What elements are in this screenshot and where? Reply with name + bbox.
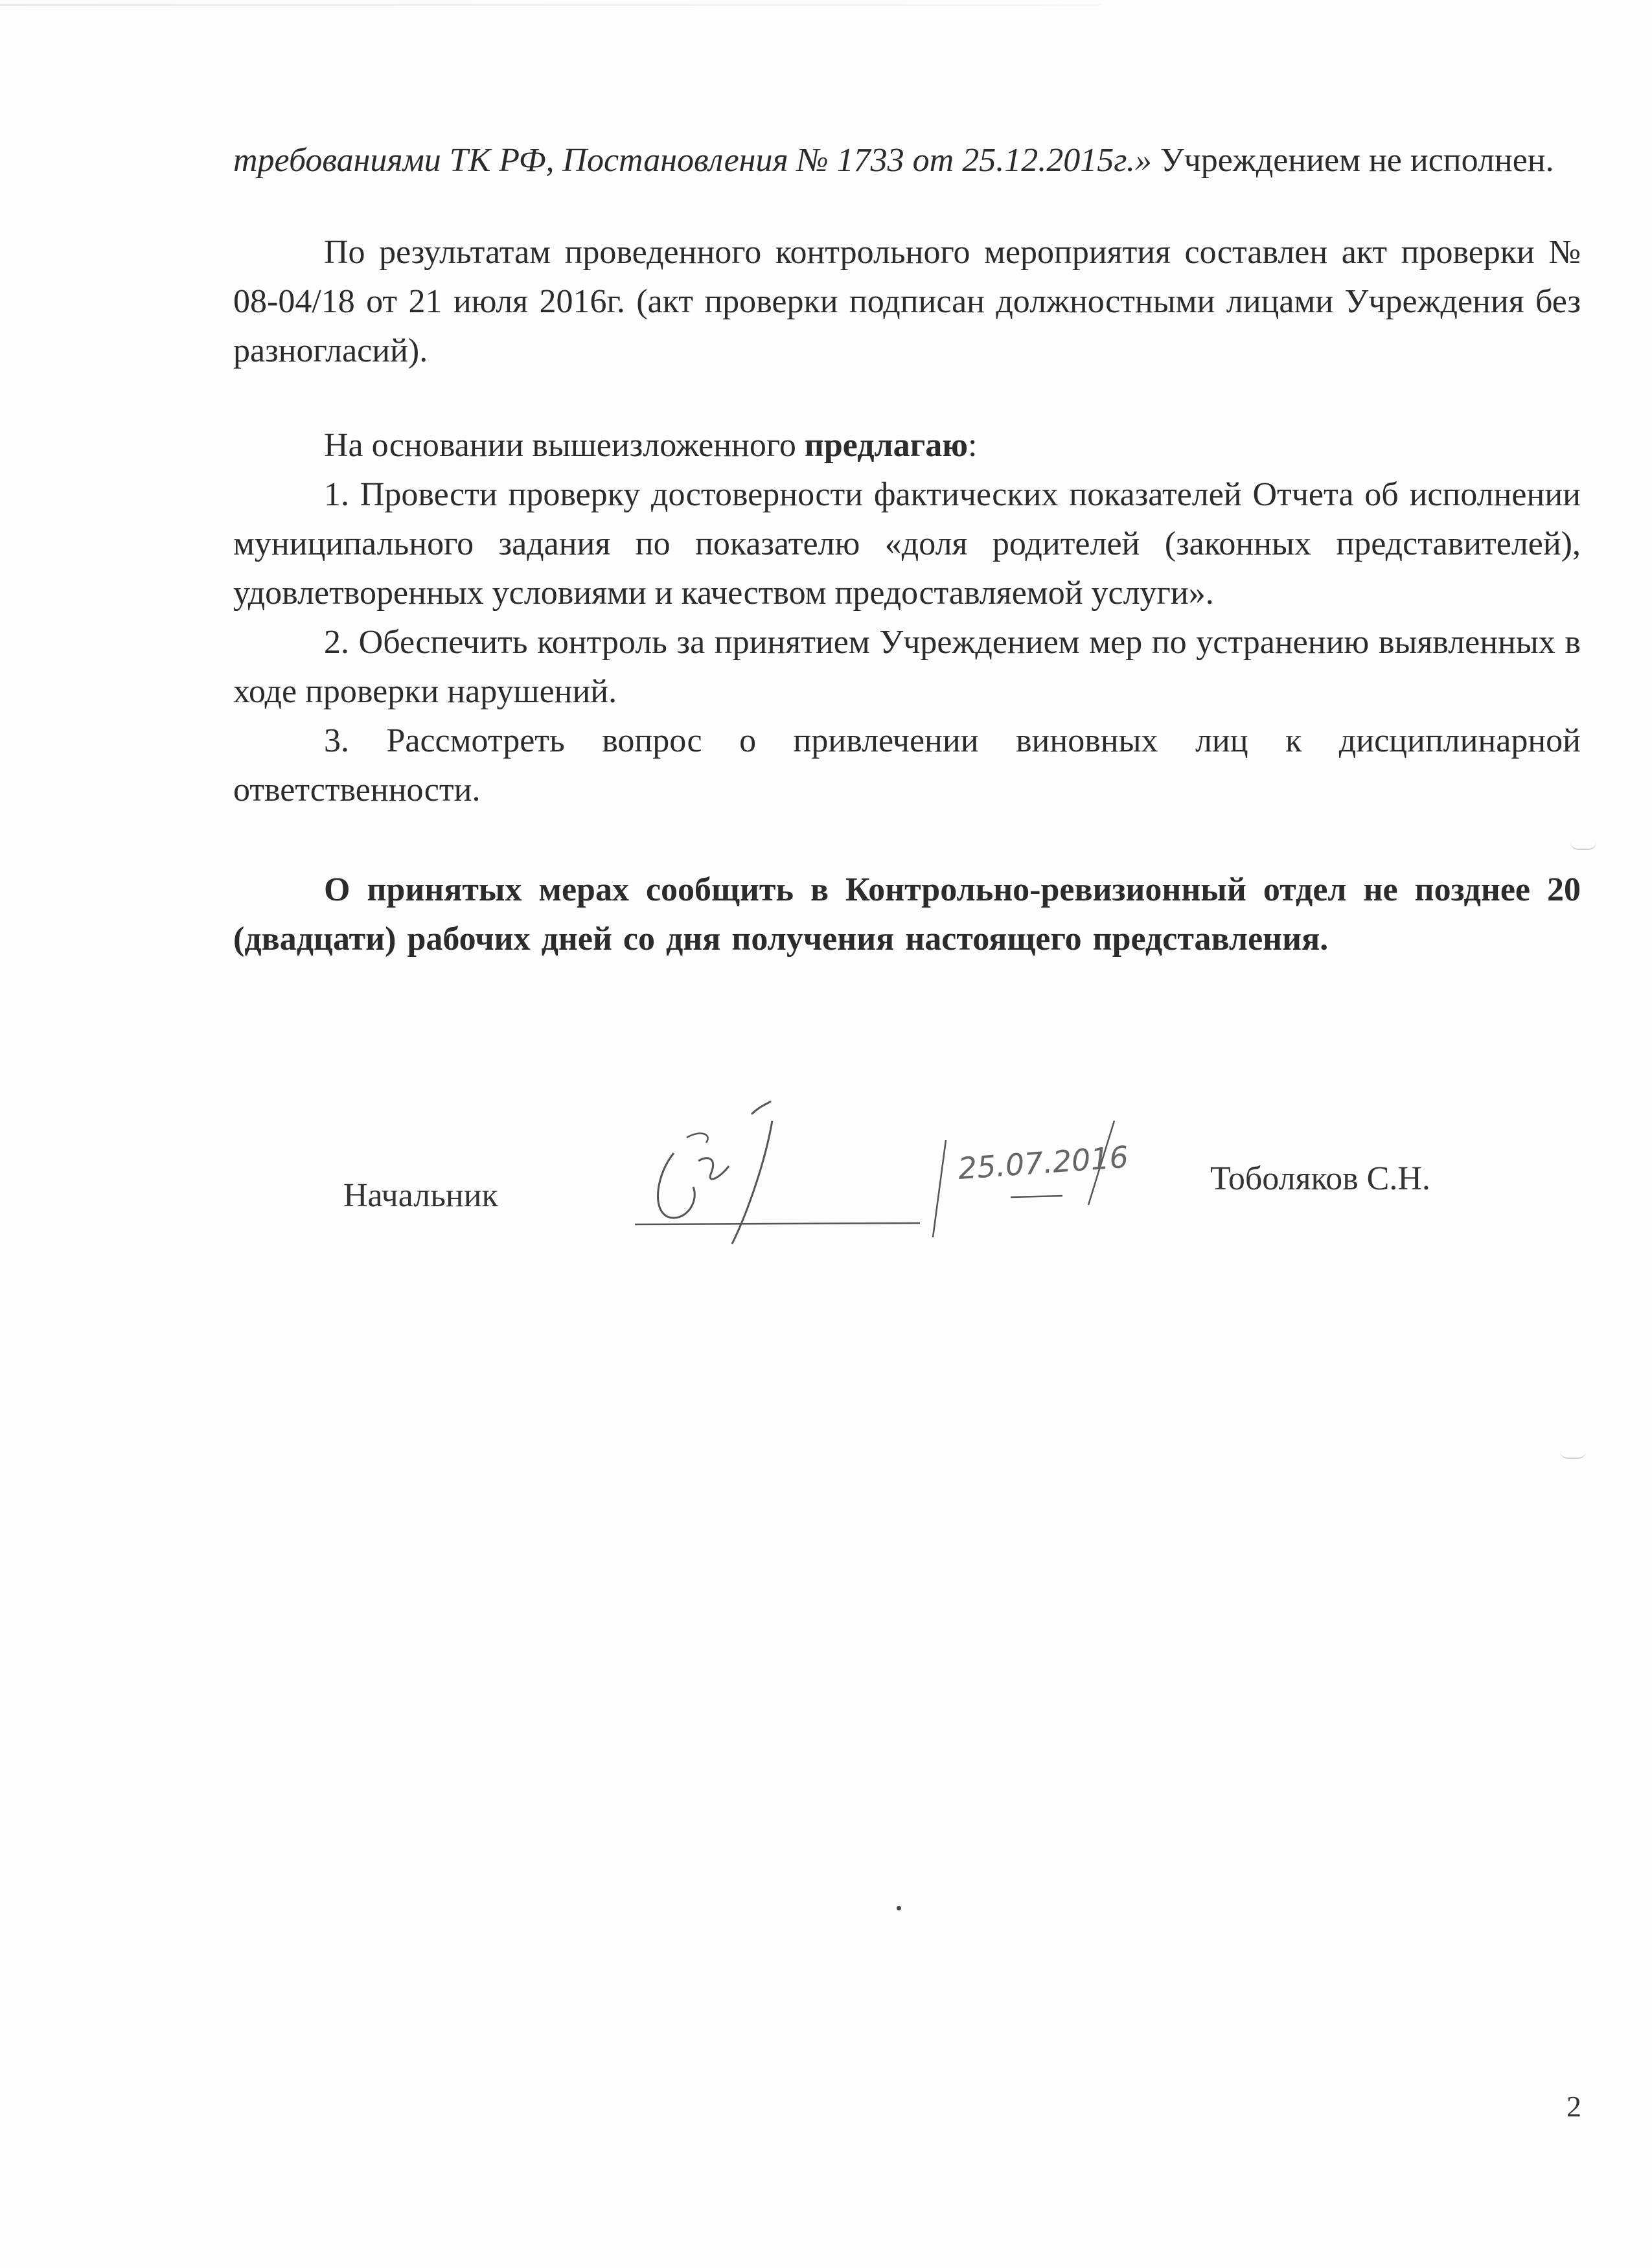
signatory-name: Тоболяков С.Н. bbox=[1210, 1160, 1430, 1197]
closing-instruction: О принятых мерах сообщить в Контрольно-ревизионный отдел не позднее 20 (двадцати) рабочих дней со дня получения настоящего представления. bbox=[233, 871, 1581, 957]
signature-block bbox=[233, 1140, 1581, 1270]
proposal-tail: : bbox=[968, 427, 978, 464]
handwritten-signature bbox=[596, 1075, 1218, 1270]
handwritten-date: 25.07.2016 bbox=[957, 1139, 1130, 1186]
page-number: 2 bbox=[1566, 2090, 1581, 2123]
italic-reference: требованиями ТК РФ, Постановления № 1733 от 25.12.2015г.» bbox=[233, 142, 1152, 179]
scan-edge-mark bbox=[1560, 1451, 1586, 1459]
continuation-text: Учреждением не исполнен. bbox=[1151, 142, 1554, 179]
proposal-item-3: 3. Рассмотреть вопрос о привлечении виновных лиц к дисциплинарной ответственности. bbox=[233, 722, 1581, 808]
scan-edge-line bbox=[0, 4, 1101, 6]
signatory-title: Начальник bbox=[343, 1177, 498, 1214]
proposal-item-1: 1. Провести проверку достоверности фактических показателей Отчета об исполнении муниципального задания по показателю «доля родителей (законных представителей), удовлетворенных условиями и качеством предоставляемой услуги». bbox=[233, 476, 1581, 612]
stray-dot bbox=[897, 1906, 901, 1910]
paragraph-proposal-intro bbox=[233, 421, 1581, 470]
proposal-item-2: 2. Обеспечить контроль за принятием Учреждением мер по устранению выявленных в ходе проверки нарушений. bbox=[233, 624, 1581, 710]
paragraph-continuation bbox=[233, 136, 1581, 185]
document-body bbox=[233, 136, 1581, 964]
paragraph-act-summary: По результатам проведенного контрольного мероприятия составлен акт проверки № 08-04/18 от 21 июля 2016г. (акт проверки подписан должностными лицами Учреждения без разногласий). bbox=[233, 234, 1581, 369]
proposal-lead: На основании вышеизложенного bbox=[324, 427, 805, 464]
scan-edge-mark bbox=[1570, 842, 1596, 850]
proposal-bold: предлагаю bbox=[804, 427, 969, 464]
